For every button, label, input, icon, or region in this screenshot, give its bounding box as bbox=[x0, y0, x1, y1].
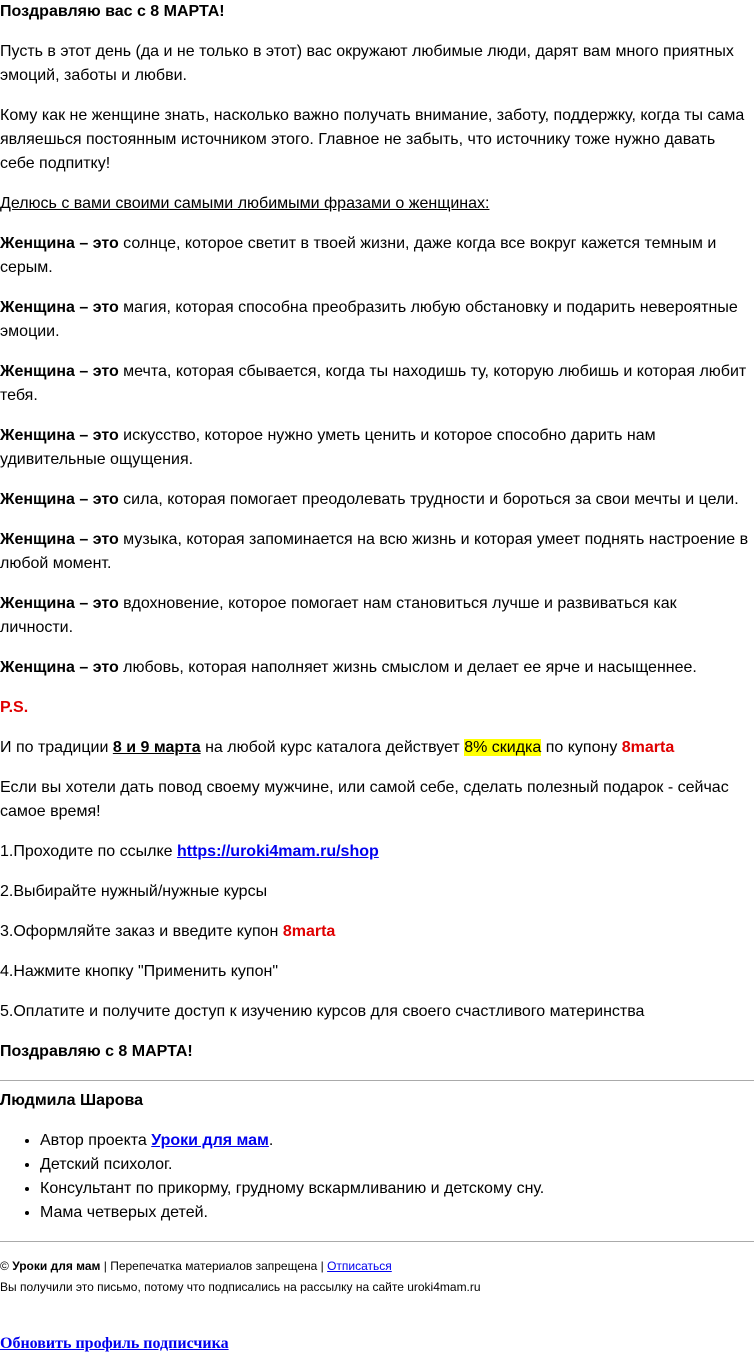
divider bbox=[0, 1241, 754, 1242]
list-item: • Мама четверых детей. bbox=[40, 1201, 754, 1225]
author-bio-list bbox=[0, 1129, 754, 1225]
author-name: Людмила Шарова bbox=[0, 1092, 144, 1109]
step-5: 5.Оплатите и получите доступ к изучению курсов для своего счастливого материнства bbox=[0, 1003, 645, 1020]
project-link[interactable]: Уроки для мам bbox=[151, 1132, 269, 1149]
step-2: 2.Выбирайте нужный/нужные курсы bbox=[0, 883, 268, 900]
closing-greeting: Поздравляю с 8 МАРТА! bbox=[0, 1043, 193, 1060]
phrase-prefix: Женщина – это bbox=[0, 531, 119, 548]
phrase-text: сила, которая помогает преодолевать трудности и бороться за свои мечты и цели. bbox=[118, 491, 739, 508]
phrase-text: магия, которая способна преобразить любую обстановку и подарить невероятные эмоции. bbox=[0, 299, 738, 340]
unsubscribe-link[interactable]: Отписаться bbox=[327, 1259, 392, 1273]
ps-label: P.S. bbox=[0, 699, 29, 716]
copyright-symbol: © bbox=[0, 1259, 9, 1273]
phrase-text: вдохновение, которое помогает нам становиться лучше и развиваться как личности. bbox=[0, 595, 677, 636]
list-item: • Детский психолог. bbox=[40, 1153, 754, 1177]
phrase-text: любовь, которая наполняет жизнь смыслом и делает ее ярче и насыщеннее. bbox=[118, 659, 697, 676]
step-text: 3.Оформляйте заказ и введите купон bbox=[0, 923, 283, 940]
list-item bbox=[40, 1129, 754, 1153]
phrase-prefix: Женщина – это bbox=[0, 235, 119, 252]
phrase-item bbox=[0, 360, 754, 408]
phrase-prefix: Женщина – это bbox=[0, 427, 119, 444]
coupon-code: 8marta bbox=[621, 739, 675, 756]
step-3 bbox=[0, 920, 754, 944]
phrase-item bbox=[0, 296, 754, 344]
phrase-item bbox=[0, 488, 754, 512]
divider bbox=[0, 1080, 754, 1081]
phrase-prefix: Женщина – это bbox=[0, 595, 119, 612]
footer-brand: Уроки для мам bbox=[12, 1259, 101, 1273]
phrase-prefix: Женщина – это bbox=[0, 659, 119, 676]
update-profile-link[interactable]: Обновить профиль подписчика bbox=[0, 1335, 229, 1352]
footer-text: | Перепечатка материалов запрещена | bbox=[100, 1259, 328, 1273]
phrase-text: мечта, которая сбывается, когда ты находишь ту, которую любишь и которая любит тебя. bbox=[0, 363, 747, 404]
promo-text: И по традиции bbox=[0, 739, 113, 756]
phrase-prefix: Женщина – это bbox=[0, 363, 119, 380]
shop-link[interactable]: https://uroki4mam.ru/shop bbox=[176, 843, 379, 860]
phrase-item bbox=[0, 232, 754, 280]
update-profile bbox=[0, 1332, 754, 1356]
phrase-item bbox=[0, 656, 754, 680]
bio-text: . bbox=[268, 1132, 274, 1149]
phrase-item bbox=[0, 528, 754, 576]
promo-text: на любой курс каталога действует bbox=[200, 739, 465, 756]
promo-dates: 8 и 9 марта bbox=[112, 739, 201, 756]
step-4: 4.Нажмите кнопку "Применить купон" bbox=[0, 963, 279, 980]
list-item: • Консультант по прикорму, грудному вскармливанию и детскому сну. bbox=[40, 1177, 754, 1201]
phrase-text: музыка, которая запоминается на всю жизнь и которая умеет поднять настроение в любой момент. bbox=[0, 531, 749, 572]
phrase-text: искусство, которое нужно уметь ценить и которое способно дарить нам удивительные ощущения. bbox=[0, 427, 656, 468]
phrase-text: солнце, которое светит в твоей жизни, даже когда все вокруг кажется темным и серым. bbox=[0, 235, 717, 276]
greeting-title: Поздравляю вас с 8 МАРТА! bbox=[0, 3, 225, 20]
footer-note: Вы получили это письмо, потому что подписались на рассылку на сайте uroki4mam.ru bbox=[0, 1280, 481, 1294]
footer bbox=[0, 1258, 754, 1295]
gift-paragraph: Если вы хотели дать повод своему мужчине, или самой себе, сделать полезный подарок - сейчас самое время! bbox=[0, 779, 729, 820]
bio-text: Автор проекта bbox=[40, 1132, 152, 1149]
phrases-heading: Делюсь с вами своими самыми любимыми фразами о женщинах: bbox=[0, 195, 490, 212]
step-text: 1.Проходите по ссылке bbox=[0, 843, 177, 860]
intro-paragraph: Кому как не женщине знать, насколько важно получать внимание, заботу, поддержку, когда ты сама являешься постоянным источником этого. Главное не забыть, что источнику тоже нужно давать себе подпитку! bbox=[0, 107, 745, 172]
coupon-code: 8marta bbox=[282, 923, 336, 940]
promo-paragraph bbox=[0, 736, 754, 760]
discount-highlight: 8% скидка bbox=[464, 739, 542, 756]
phrase-item bbox=[0, 592, 754, 640]
phrase-prefix: Женщина – это bbox=[0, 491, 119, 508]
step-1 bbox=[0, 840, 754, 864]
phrase-item bbox=[0, 424, 754, 472]
phrase-prefix: Женщина – это bbox=[0, 299, 119, 316]
intro-paragraph: Пусть в этот день (да и не только в этот) вас окружают любимые люди, дарят вам много приятных эмоций, заботы и любви. bbox=[0, 43, 734, 84]
promo-text: по купону bbox=[541, 739, 622, 756]
footer-line bbox=[0, 1258, 754, 1274]
